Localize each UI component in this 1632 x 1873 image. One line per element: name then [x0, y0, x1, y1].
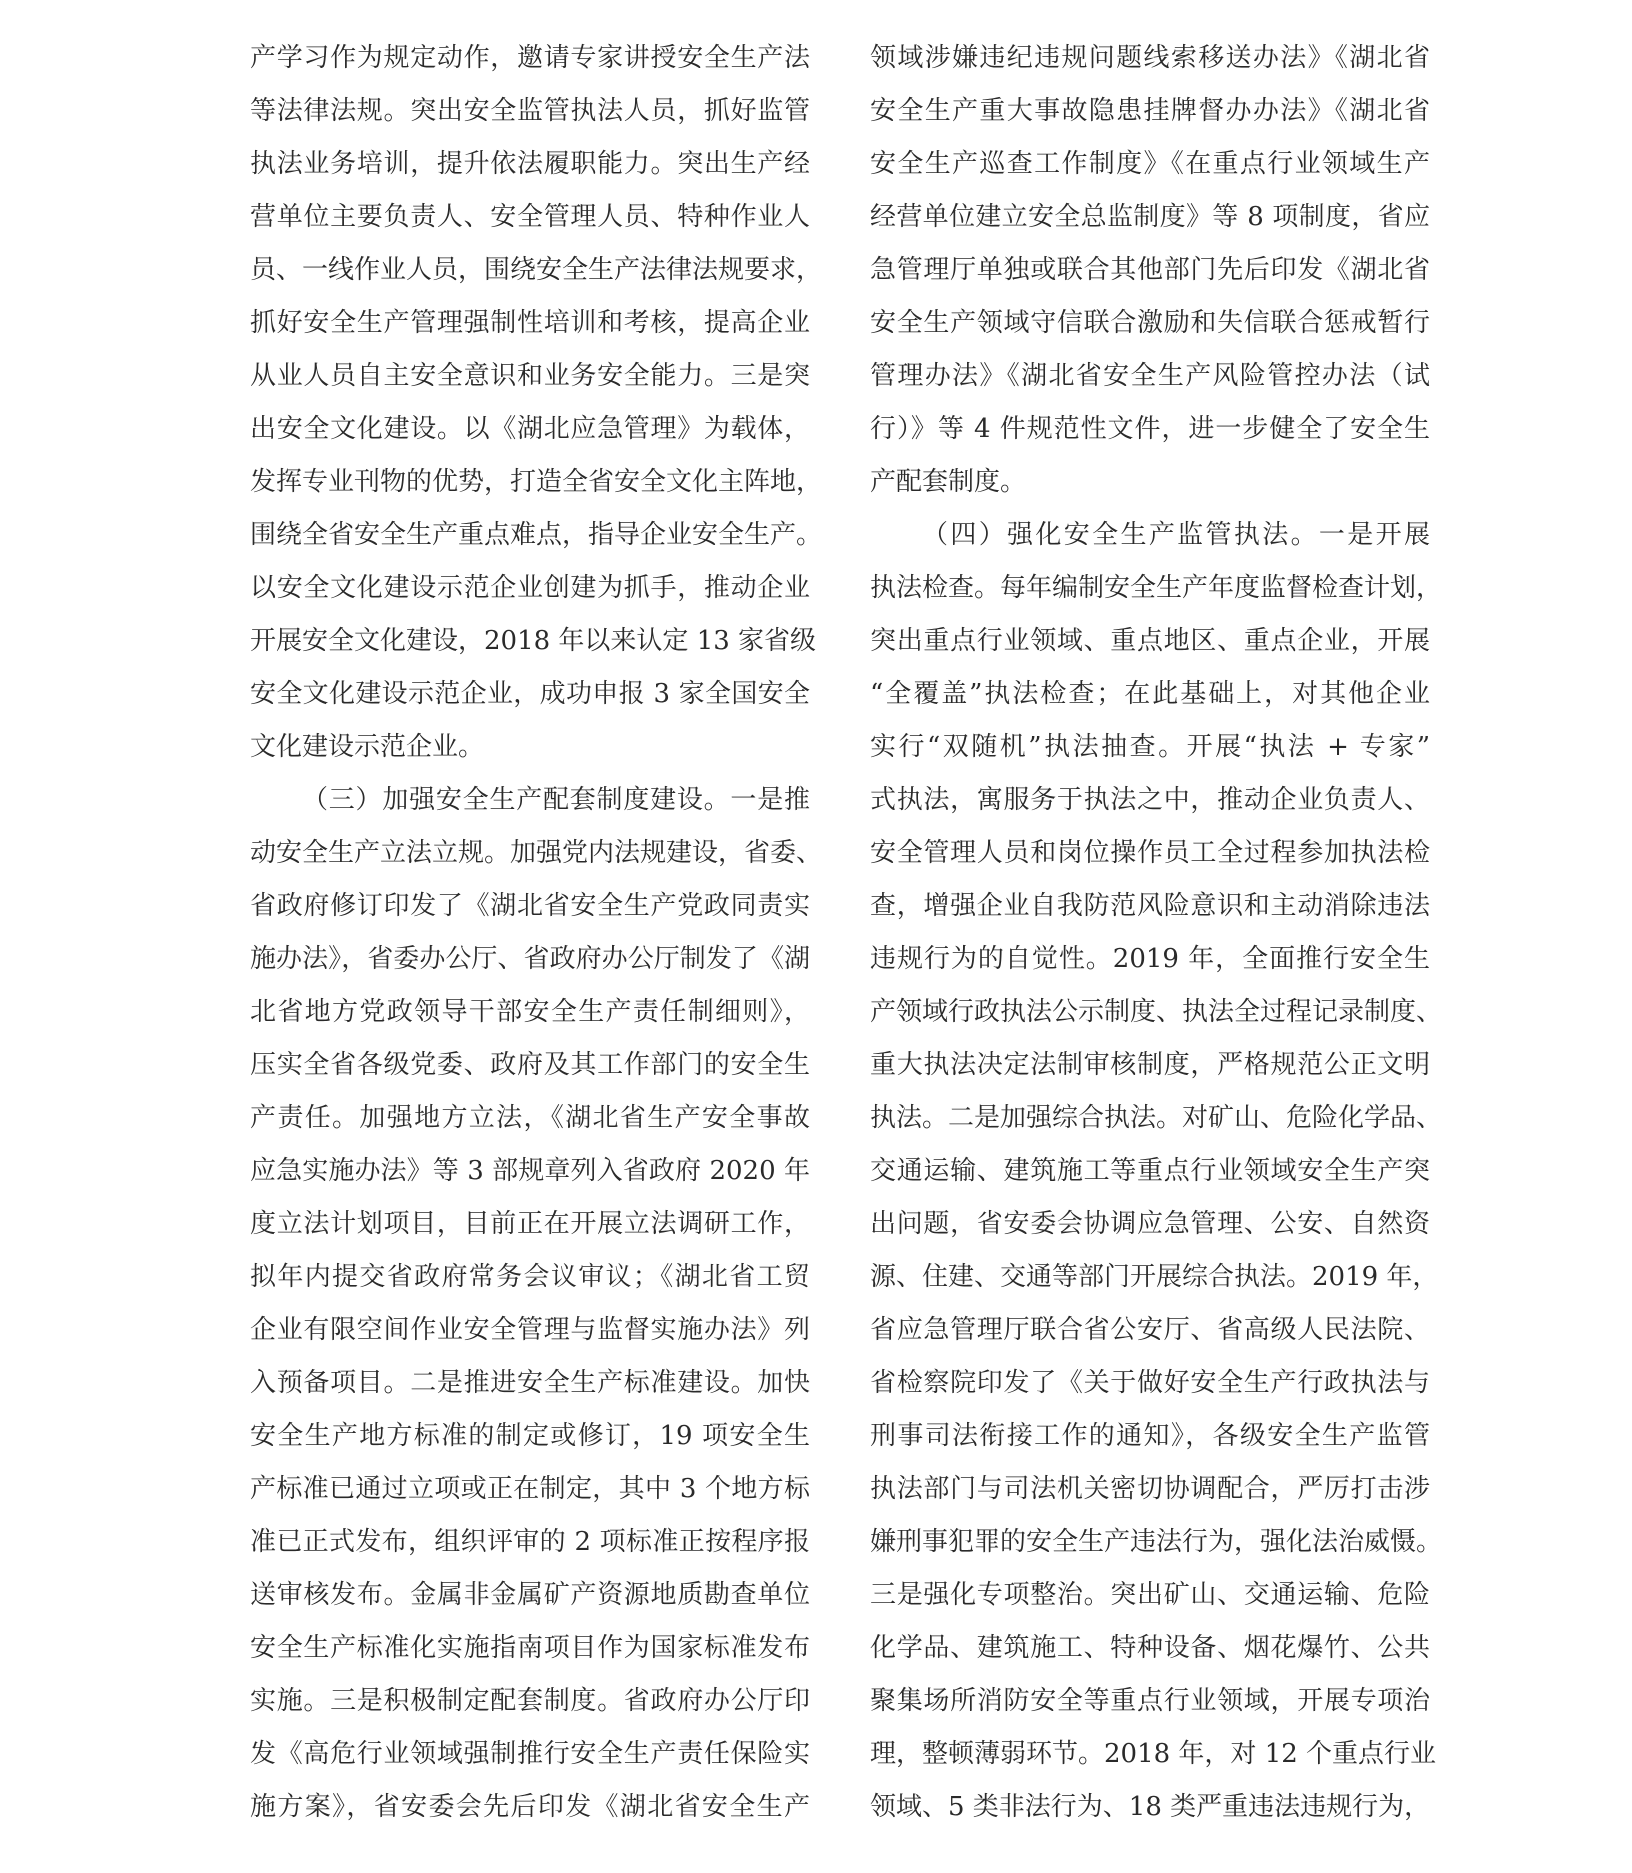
text-line: 行）》等 4 件规范性文件，进一步健全了安全生 [870, 414, 1430, 444]
text-line: 应急实施办法》等 3 部规章列入省政府 2020 年 [250, 1156, 810, 1186]
text-line: 违规行为的自觉性。2019 年，全面推行安全生 [870, 944, 1430, 974]
paragraph-heading-line: （三）加强安全生产配套制度建设。一是推 [302, 785, 810, 815]
text-line: 出安全文化建设。以《湖北应急管理》为载体， [250, 414, 810, 444]
text-line: 抓好安全生产管理强制性培训和考核，提高企业 [250, 308, 810, 338]
text-line: 查，增强企业自我防范风险意识和主动消除违法 [870, 891, 1430, 921]
text-line: 从业人员自主安全意识和业务安全能力。三是突 [250, 361, 810, 391]
text-line: 企业有限空间作业安全管理与监督实施办法》列 [250, 1315, 810, 1345]
text-line: 开展安全文化建设，2018 年以来认定 13 家省级 [250, 626, 817, 656]
text-line: 安全生产地方标准的制定或修订，19 项安全生 [250, 1421, 810, 1451]
text-line: 重大执法决定法制审核制度，严格规范公正文明 [870, 1050, 1430, 1080]
text-line: 实行“双随机”执法抽查。开展“执法 + 专家” [870, 732, 1430, 762]
text-line: 安全生产标准化实施指南项目作为国家标准发布 [250, 1633, 810, 1663]
text-line: 急管理厅单独或联合其他部门先后印发《湖北省 [870, 255, 1430, 285]
text-line: 领域涉嫌违纪违规问题线索移送办法》《湖北省 [870, 43, 1430, 73]
text-line: 管理办法》《湖北省安全生产风险管控办法（试 [870, 361, 1430, 391]
text-line: 省检察院印发了《关于做好安全生产行政执法与 [870, 1368, 1430, 1398]
text-line: 安全生产巡查工作制度》《在重点行业领域生产 [870, 149, 1430, 179]
text-line: 产责任。加强地方立法，《湖北省生产安全事故 [250, 1103, 810, 1133]
text-line: 员、一线作业人员，围绕安全生产法律法规要求， [250, 255, 823, 285]
text-line: 产标准已通过立项或正在制定，其中 3 个地方标 [250, 1474, 810, 1504]
text-line: 产领域行政执法公示制度、执法全过程记录制度、 [870, 997, 1443, 1027]
text-line: 营单位主要负责人、安全管理人员、特种作业人 [250, 202, 810, 232]
text-line: 执法业务培训，提升依法履职能力。突出生产经 [250, 149, 810, 179]
text-line: 源、住建、交通等部门开展综合执法。2019 年， [870, 1262, 1439, 1292]
text-line: 围绕全省安全生产重点难点，指导企业安全生产。 [250, 520, 823, 550]
text-line: 出问题，省安委会协调应急管理、公安、自然资 [870, 1209, 1430, 1239]
text-line: 理，整顿薄弱环节。2018 年，对 12 个重点行业 [870, 1739, 1437, 1769]
text-line: 安全文化建设示范企业，成功申报 3 家全国安全 [250, 679, 810, 709]
text-line: 省应急管理厅联合省公安厅、省高级人民法院、 [870, 1315, 1430, 1345]
text-line: 入预备项目。二是推进安全生产标准建设。加快 [250, 1368, 810, 1398]
text-line: 北省地方党政领导干部安全生产责任制细则》， [250, 997, 810, 1027]
text-line: 嫌刑事犯罪的安全生产违法行为，强化法治威慑。 [870, 1527, 1443, 1557]
text-line: 拟年内提交省政府常务会议审议；《湖北省工贸 [250, 1262, 810, 1292]
text-line: 执法。二是加强综合执法。对矿山、危险化学品、 [870, 1103, 1443, 1133]
text-line: 执法部门与司法机关密切协调配合，严厉打击涉 [870, 1474, 1430, 1504]
text-line: 动安全生产立法立规。加强党内法规建设，省委、 [250, 838, 823, 868]
text-line: 产配套制度。 [870, 467, 1027, 497]
text-line: 等法律法规。突出安全监管执法人员，抓好监管 [250, 96, 810, 126]
text-line: 送审核发布。金属非金属矿产资源地质勘查单位 [250, 1580, 810, 1610]
text-line: 文化建设示范企业。 [250, 732, 485, 762]
text-line: 刑事司法衔接工作的通知》，各级安全生产监管 [870, 1421, 1430, 1451]
text-line: 聚集场所消防安全等重点行业领域，开展专项治 [870, 1686, 1430, 1716]
text-line: 准已正式发布，组织评审的 2 项标准正按程序报 [250, 1527, 810, 1557]
text-line: 度立法计划项目，目前正在开展立法调研工作， [250, 1209, 810, 1239]
text-line: 执法检查。每年编制安全生产年度监督检查计划， [870, 573, 1443, 603]
text-line: 产学习作为规定动作，邀请专家讲授安全生产法 [250, 43, 810, 73]
text-line: 发挥专业刊物的优势，打造全省安全文化主阵地， [250, 467, 823, 497]
text-line: 三是强化专项整治。突出矿山、交通运输、危险 [870, 1580, 1430, 1610]
text-line: 发《高危行业领域强制推行安全生产责任保险实 [250, 1739, 810, 1769]
text-line: 经营单位建立安全总监制度》等 8 项制度，省应 [870, 202, 1430, 232]
text-line: 突出重点行业领域、重点地区、重点企业，开展 [870, 626, 1430, 656]
left-text-column [250, 40, 823, 1842]
text-line: 交通运输、建筑施工等重点行业领域安全生产突 [870, 1156, 1430, 1186]
text-line: 施办法》，省委办公厅、省政府办公厅制发了《湖 [250, 944, 810, 974]
text-line: 化学品、建筑施工、特种设备、烟花爆竹、公共 [870, 1633, 1430, 1663]
text-line: 施方案》，省安委会先后印发《湖北省安全生产 [250, 1792, 810, 1822]
text-line: 领域、5 类非法行为、18 类严重违法违规行为， [870, 1792, 1431, 1822]
text-line: 安全生产重大事故隐患挂牌督办办法》《湖北省 [870, 96, 1430, 126]
text-line: 以安全文化建设示范企业创建为抓手，推动企业 [250, 573, 810, 603]
text-line: 安全生产领域守信联合激励和失信联合惩戒暂行 [870, 308, 1430, 338]
text-line: 实施。三是积极制定配套制度。省政府办公厅印 [250, 1686, 810, 1716]
text-line: 省政府修订印发了《湖北省安全生产党政同责实 [250, 891, 810, 921]
right-text-column [870, 40, 1443, 1842]
text-line: 压实全省各级党委、政府及其工作部门的安全生 [250, 1050, 810, 1080]
text-line: “全覆盖”执法检查；在此基础上，对其他企业 [870, 679, 1430, 709]
text-line: 式执法，寓服务于执法之中，推动企业负责人、 [870, 785, 1430, 815]
text-line: 安全管理人员和岗位操作员工全过程参加执法检 [870, 838, 1430, 868]
paragraph-heading-line: （四）强化安全生产监管执法。一是开展 [922, 520, 1430, 550]
